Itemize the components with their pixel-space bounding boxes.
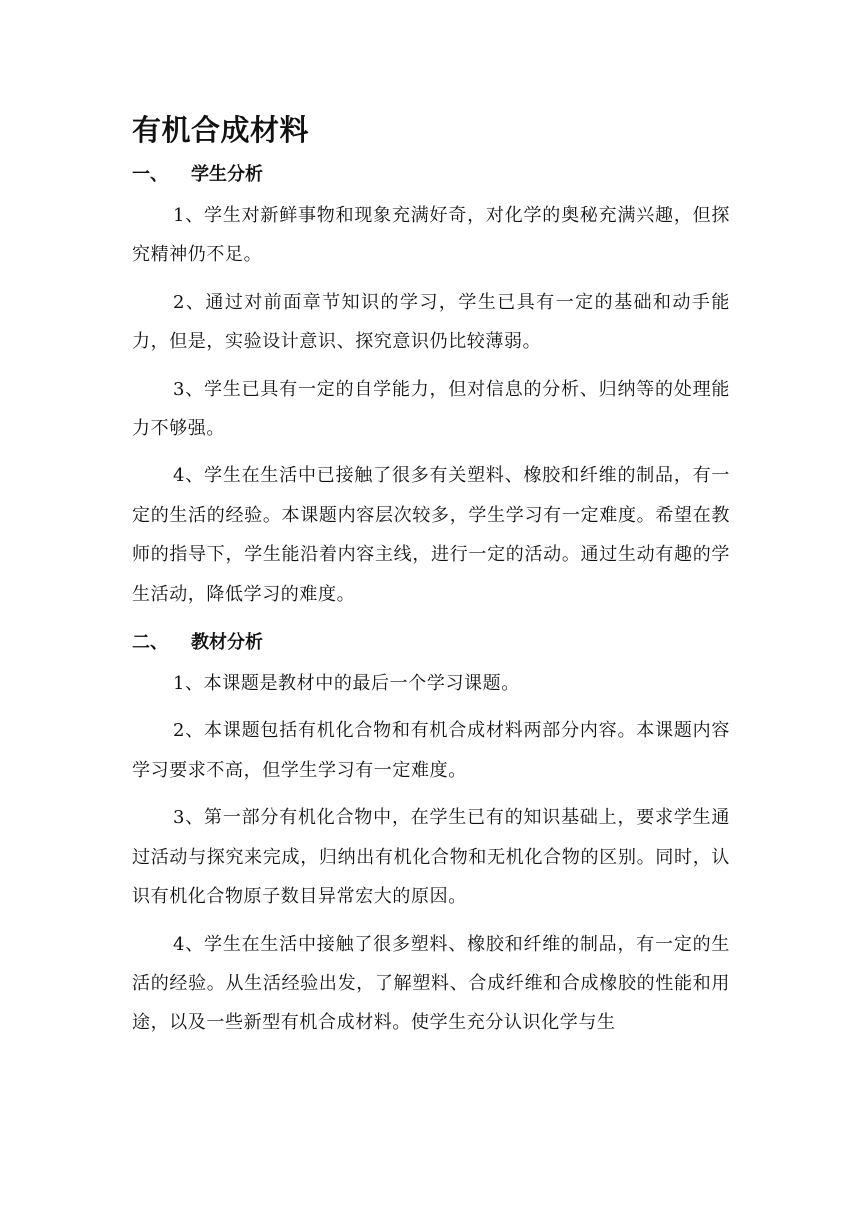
section-textbook-analysis [132,622,730,1043]
document-title: 有机合成材料 [132,113,310,147]
paragraph: 4、学生在生活中已接触了很多有关塑料、橡胶和纤维的制品，有一定的生活的经验。本课题内容层次较多，学生学习有一定难度。希望在教师的指导下，学生能沿着内容主线，进行一定的活动。通过生动有趣的学生活动，降低学习的难度。 [132,465,730,605]
section-number: 二、 [132,632,168,654]
paragraph: 3、学生已具有一定的自学能力，但对信息的分析、归纳等的处理能力不够强。 [132,378,730,440]
paragraph: 1、本课题是教材中的最后一个学习课题。 [173,673,520,695]
section-student-analysis [132,154,730,614]
paragraph: 2、通过对前面章节知识的学习，学生已具有一定的基础和动手能力，但是，实验设计意识、探究意识仍比较薄弱。 [132,291,730,353]
paragraph: 3、第一部分有机化合物中，在学生已有的知识基础上，要求学生通过活动与探究来完成，归纳出有机化合物和无机化合物的区别。同时，认识有机化合物原子数目异常宏大的原因。 [132,807,730,908]
paragraph: 4、学生在生活中接触了很多塑料、橡胶和纤维的制品，有一定的生活的经验。从生活经验出发，了解塑料、合成纤维和合成橡胶的性能和用途，以及一些新型有机合成材料。使学生充分认识化学与生 [132,933,730,1034]
section-title: 学生分析 [191,164,263,185]
section-title: 教材分析 [191,632,263,654]
section-heading [132,622,730,664]
section-number: 一、 [132,164,168,185]
paragraph: 1、学生对新鲜事物和现象充满好奇，对化学的奥秘充满兴趣，但探究精神仍不足。 [132,205,730,266]
section-heading [132,154,730,196]
document-page [132,108,730,1051]
paragraph: 2、本课题包括有机化合物和有机合成材料两部分内容。本课题内容学习要求不高，但学生学习有一定难度。 [132,720,730,781]
